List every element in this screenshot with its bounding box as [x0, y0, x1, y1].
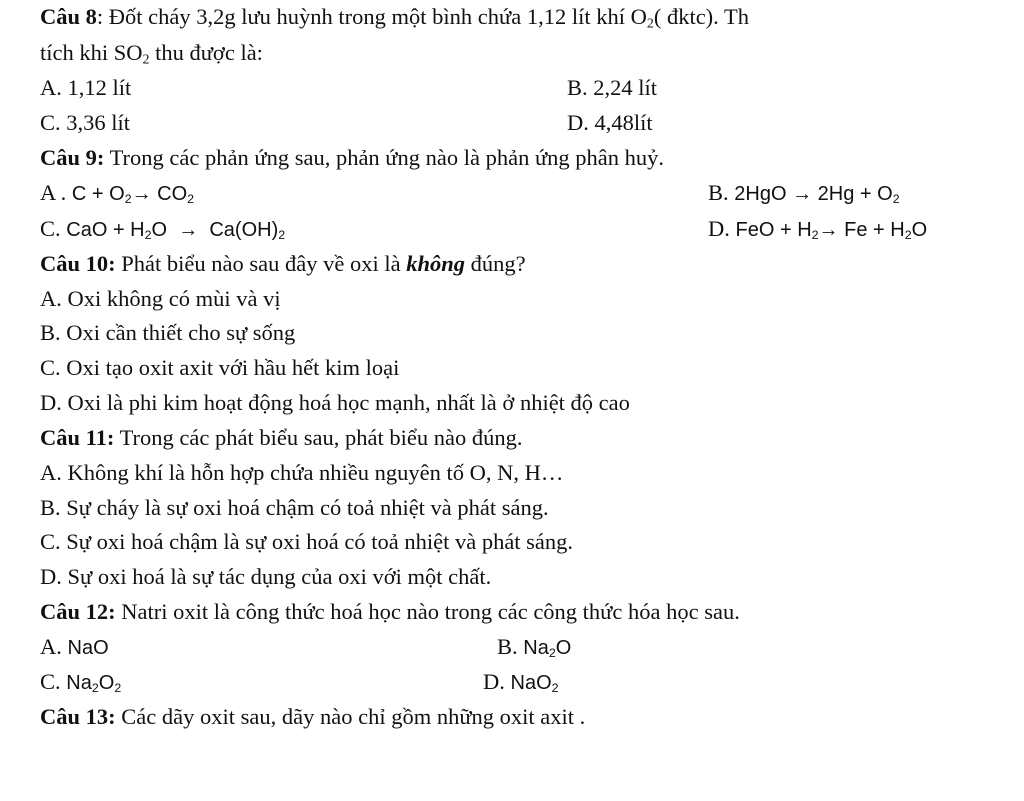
q8-option-b: B. 2,24 lít: [567, 75, 658, 100]
q9-option-a: A . $C + O_2\to CO_2$: [40, 180, 195, 207]
q12-option-c: C. $Na_2O_2$: [40, 669, 122, 696]
question-8-continuation: tích khi $SO_2$ thu được là:: [40, 40, 263, 68]
q9-option-d: D. FeO + $H_2\to Fe + H_2O$: [708, 216, 928, 243]
question-8-label: Câu 8: [40, 4, 97, 29]
q10-option-d: D. Oxi là phi kim hoạt động hoá học mạnh, nhất là ở nhiệt độ cao: [40, 390, 630, 415]
question-11: Câu 11: Trong các phát biểu sau, phát biểu nào đúng.: [40, 425, 523, 450]
question-13-label: Câu 13:: [40, 704, 116, 729]
q10-option-b: B. Oxi cần thiết cho sự sống: [40, 320, 296, 345]
q11-option-b: B. Sự cháy là sự oxi hoá chậm có toả nhiệt và phát sáng.: [40, 495, 549, 520]
q9-option-c: C. CaO + $H_2O \to Ca(OH)_2$: [40, 216, 286, 243]
q8-option-c: C. 3,36 lít: [40, 110, 131, 135]
q11-option-d: D. Sự oxi hoá là sự tác dụng của oxi với một chất.: [40, 564, 492, 589]
emphasis-khong: không: [406, 251, 465, 276]
q8-option-a: A. 1,12 lít: [40, 75, 132, 100]
q9-option-b: B. $2HgO \to 2Hg + O_2$: [708, 180, 900, 207]
q12-option-a: A. NaO: [40, 634, 109, 659]
q12-option-d: D. NaO$_2$: [483, 669, 559, 696]
question-13: Câu 13: Các dãy oxit sau, dãy nào chỉ gồm những oxit axit .: [40, 704, 586, 729]
q11-option-a: A. Không khí là hỗn hợp chứa nhiều nguyên tố O, N, H…: [40, 460, 564, 485]
q8-option-d: D. 4,48lít: [567, 110, 653, 135]
question-9: Câu 9: Trong các phản ứng sau, phản ứng nào là phản ứng phân huỷ.: [40, 145, 665, 170]
q12-option-b: B. $Na_2O$: [497, 634, 572, 661]
q11-option-c: C. Sự oxi hoá chậm là sự oxi hoá có toả nhiệt và phát sáng.: [40, 529, 574, 554]
question-11-label: Câu 11:: [40, 425, 115, 450]
question-8: Câu 8: Đốt cháy 3,2g lưu huỳnh trong một bình chứa 1,12 lít khí $O_2$( đktc). Th: [40, 4, 750, 32]
q10-option-c: C. Oxi tạo oxit axit với hầu hết kim loại: [40, 355, 400, 380]
question-9-label: Câu 9:: [40, 145, 105, 170]
q10-option-a: A. Oxi không có mùi và vị: [40, 286, 281, 311]
question-12-label: Câu 12:: [40, 599, 116, 624]
question-10: Câu 10: Phát biểu nào sau đây về oxi là không đúng?: [40, 251, 526, 276]
question-12: Câu 12: Natri oxit là công thức hoá học nào trong các công thức hóa học sau.: [40, 599, 740, 624]
question-10-label: Câu 10:: [40, 251, 116, 276]
